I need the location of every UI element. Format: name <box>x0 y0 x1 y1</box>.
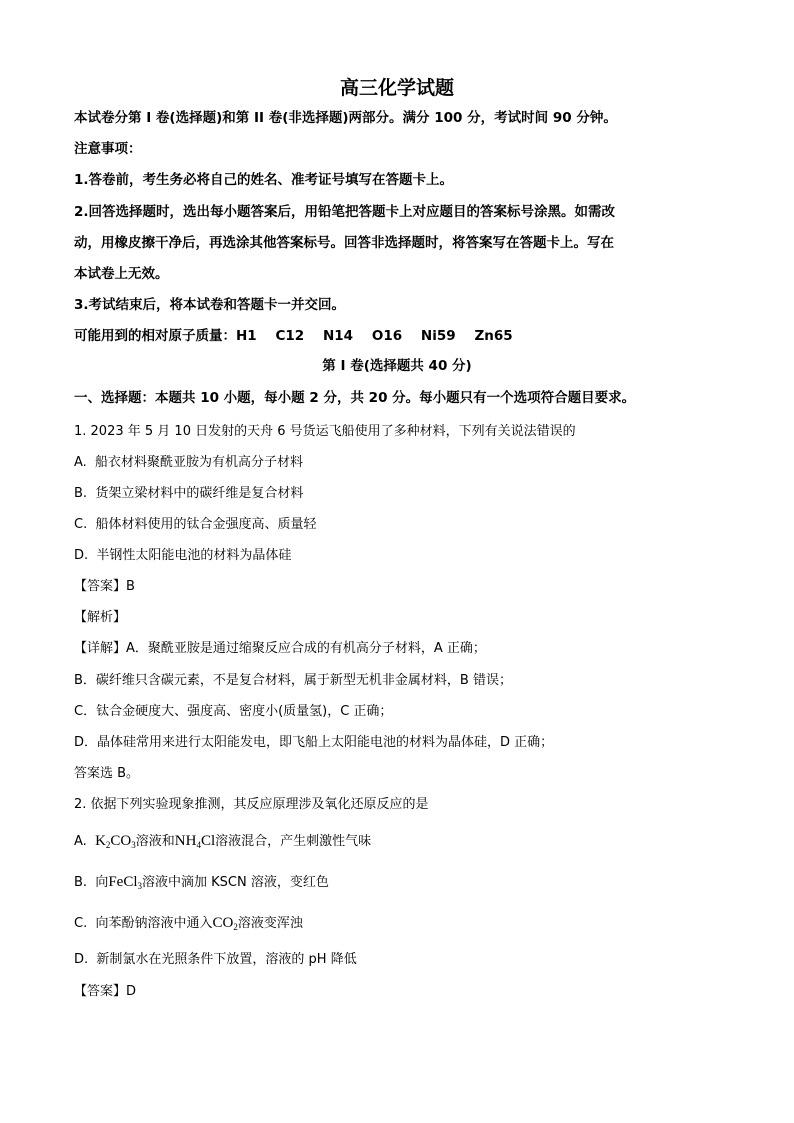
formula-text: K <box>95 833 106 849</box>
question-1-option-a: A. 船衣材料聚酰亚胺为有机高分子材料 <box>74 455 304 470</box>
atomic-mass-line: 可能用到的相对原子质量：H1 C12 N14 O16 Ni59 Zn65 <box>74 328 513 344</box>
question-1-option-d: D. 半钢性太阳能电池的材料为晶体硅 <box>74 548 292 563</box>
question-2-option-a <box>74 832 371 854</box>
question-1-answer: 【答案】B <box>74 579 135 594</box>
formula-subscript: 3 <box>137 881 143 891</box>
intro-text: 本试卷分第 I 卷(选择题)和第 II 卷(非选择题)两部分。满分 100 分，考试时间 90 分钟。 <box>74 110 617 126</box>
part-heading: 一、选择题：本题共 10 小题，每小题 2 分，共 20 分。每小题只有一个选项符合题目要求。 <box>74 390 636 406</box>
notice-item-1: 1.答卷前，考生务必将自己的姓名、准考证号填写在答题卡上。 <box>74 172 454 188</box>
question-2-option-d: D. 新制氯水在光照条件下放置，溶液的 pH 降低 <box>74 952 357 967</box>
question-1-detail-c: C．钛合金硬度大、强度高、密度小(质量氢)，C 正确； <box>74 704 393 719</box>
option-c-label: C. 向苯酚钠溶液中通入 <box>74 916 213 931</box>
formula-subscript: 2 <box>105 840 111 850</box>
page-title: 高三化学试题 <box>339 77 454 99</box>
formula-subscript: 3 <box>131 840 136 850</box>
notice-item-3: 3.考试结束后，将本试卷和答题卡一并交回。 <box>74 297 346 313</box>
formula-co2 <box>212 915 237 931</box>
notice-item-2-line-2: 动，用橡皮擦干净后，再选涂其他答案标号。回答非选择题时，将答案写在答题卡上。写在 <box>74 235 614 251</box>
notice-item-2-line-1: 2.回答选择题时，选出每小题答案后，用铅笔把答题卡上对应题目的答案标号涂黑。如需改 <box>74 204 616 220</box>
option-c-text: 溶液变浑浊 <box>237 916 303 931</box>
question-2-stem: 2. 依据下列实验现象推测，其反应原理涉及氧化还原反应的是 <box>74 797 429 812</box>
formula-nh4cl <box>175 833 215 849</box>
formula-text: CO <box>212 915 234 931</box>
question-2-answer: 【答案】D <box>74 984 137 999</box>
option-a-text: 溶液和 <box>135 834 175 849</box>
option-b-label: B. 向 <box>74 875 109 890</box>
formula-fecl3 <box>108 874 142 890</box>
question-1-detail-d: D．晶体硅常用来进行太阳能发电，即飞船上太阳能电池的材料为晶体硅，D 正确； <box>74 735 554 750</box>
formula-subscript: 4 <box>196 840 201 850</box>
formula-text: FeCl <box>108 874 138 890</box>
question-1-option-b: B. 货架立梁材料中的碳纤维是复合材料 <box>74 486 304 501</box>
question-1-conclusion: 答案选 B。 <box>74 766 140 781</box>
question-1-stem: 1. 2023 年 5 月 10 日发射的天舟 6 号货运飞船使用了多种材料，下列有关说法错误的 <box>74 424 576 439</box>
question-2-option-b <box>74 873 329 895</box>
formula-text: NH <box>174 833 197 849</box>
formula-text: Cl <box>200 833 216 849</box>
option-b-text: 溶液中滴加 KSCN 溶液，变红色 <box>142 875 329 890</box>
question-2-option-c <box>74 914 303 936</box>
option-a-text: 溶液混合，产生刺激性气味 <box>215 834 372 849</box>
notice-item-2-line-3: 本试卷上无效。 <box>74 266 169 282</box>
formula-k2co3 <box>95 833 136 849</box>
option-a-label: A. <box>74 834 96 849</box>
question-1-detail-a: 【详解】A．聚酰亚胺是通过缩聚反应合成的有机高分子材料，A 正确； <box>74 641 486 656</box>
section-heading: 第 I 卷(选择题共 40 分) <box>322 358 472 374</box>
question-1-detail-b: B．碳纤维只含碳元素，不是复合材料，属于新型无机非金属材料，B 错误； <box>74 673 512 688</box>
formula-subscript: 2 <box>233 922 238 932</box>
formula-text: CO <box>110 833 132 849</box>
question-1-option-c: C. 船体材料使用的钛合金强度高、质量轻 <box>74 517 317 532</box>
notice-heading: 注意事项： <box>74 141 142 157</box>
question-1-analysis-label: 【解析】 <box>74 610 127 625</box>
